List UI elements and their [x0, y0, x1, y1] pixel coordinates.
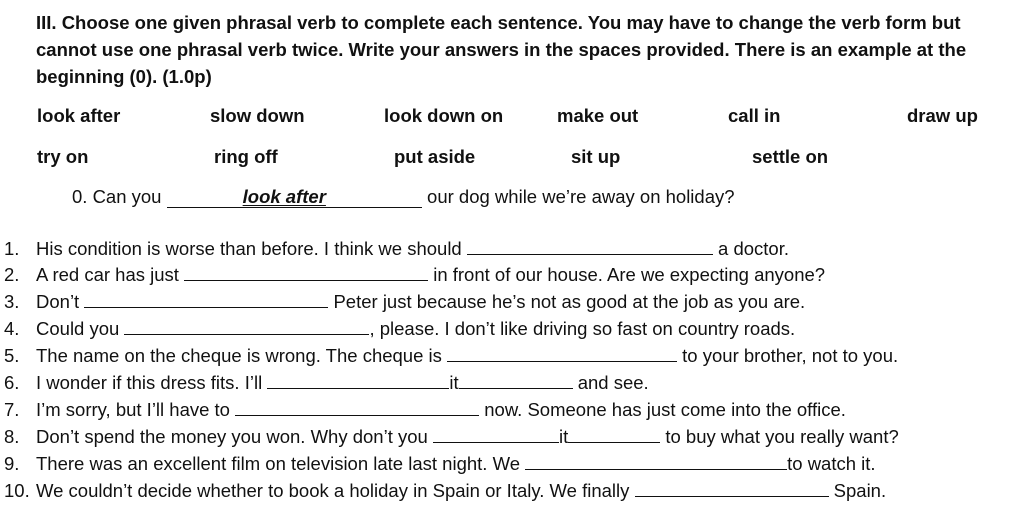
- item-text: it: [449, 372, 459, 393]
- answer-blank[interactable]: [84, 289, 328, 308]
- item-number: 5.: [4, 345, 20, 366]
- answer-blank[interactable]: [635, 478, 829, 497]
- item-text: Don’t: [36, 291, 85, 312]
- answer-blank[interactable]: [568, 424, 660, 443]
- item-text: Don’t spend the money you won. Why don’t you: [36, 426, 433, 447]
- verb-ring-off: ring off: [214, 146, 278, 167]
- verb-slow-down: slow down: [210, 105, 305, 126]
- answer-blank[interactable]: [525, 451, 787, 470]
- item-text: to watch it.: [787, 453, 876, 474]
- item-text: to your brother, not to you.: [677, 345, 899, 366]
- example-sentence: [72, 186, 735, 208]
- item-text: Could you: [36, 318, 125, 339]
- item-text: Peter just because he’s not as good at the job as you are.: [328, 291, 806, 312]
- item-number: 6.: [4, 372, 20, 393]
- verb-try-on: try on: [37, 146, 89, 167]
- item-number: 3.: [4, 291, 20, 312]
- item-text: and see.: [572, 372, 649, 393]
- verb-call-in: call in: [728, 105, 781, 126]
- verb-look-down-on: look down on: [384, 105, 504, 126]
- example-answer: look after: [167, 187, 422, 208]
- answer-blank[interactable]: [235, 397, 479, 416]
- answer-blank[interactable]: [447, 343, 677, 362]
- item-text: now. Someone has just come into the office.: [479, 399, 846, 420]
- answer-blank[interactable]: [184, 262, 428, 281]
- instructions-heading: III. Choose one given phrasal verb to complete each sentence. You may have to change the verb form but cannot use one phrasal verb twice. Write your answers in the spaces provided. There is an example at the beginning (0). (1.0p): [36, 12, 967, 87]
- item-number: 10.: [4, 480, 30, 501]
- item-number: 4.: [4, 318, 20, 339]
- item-text: A red car has just: [36, 264, 185, 285]
- item-text: a doctor.: [712, 238, 789, 259]
- answer-blank[interactable]: [459, 370, 573, 389]
- example-suffix: our dog while we’re away on holiday?: [421, 186, 735, 207]
- item-text: His condition is worse than before. I think we should: [36, 238, 467, 259]
- verb-look-after: look after: [37, 105, 121, 126]
- item-text: I’m sorry, but I’ll have to: [36, 399, 236, 420]
- item-number: 2.: [4, 264, 20, 285]
- answer-blank[interactable]: [267, 370, 449, 389]
- item-text: Spain.: [828, 480, 887, 501]
- item-text: We couldn’t decide whether to book a holiday in Spain or Italy. We finally: [36, 480, 635, 501]
- item-number: 1.: [4, 238, 20, 259]
- item-text: There was an excellent film on television late last night. We: [36, 453, 526, 474]
- verb-sit-up: sit up: [571, 146, 621, 167]
- verb-make-out: make out: [557, 105, 639, 126]
- item-text: in front of our house. Are we expecting anyone?: [428, 264, 826, 285]
- item-text: , please. I don’t like driving so fast on country roads.: [369, 318, 796, 339]
- item-number: 8.: [4, 426, 20, 447]
- verb-put-aside: put aside: [394, 146, 476, 167]
- answer-blank[interactable]: [433, 424, 559, 443]
- item-text: I wonder if this dress fits. I’ll: [36, 372, 268, 393]
- answer-blank[interactable]: [467, 236, 713, 255]
- item-number: 7.: [4, 399, 20, 420]
- item-number: 9.: [4, 453, 20, 474]
- item-text: The name on the cheque is wrong. The cheque is: [36, 345, 448, 366]
- example-prefix: 0. Can you: [72, 186, 167, 207]
- answer-blank[interactable]: [124, 316, 369, 335]
- item-text: it: [558, 426, 569, 447]
- item-text: to buy what you really want?: [660, 426, 899, 447]
- verb-draw-up: draw up: [907, 105, 978, 126]
- verb-settle-on: settle on: [752, 146, 829, 167]
